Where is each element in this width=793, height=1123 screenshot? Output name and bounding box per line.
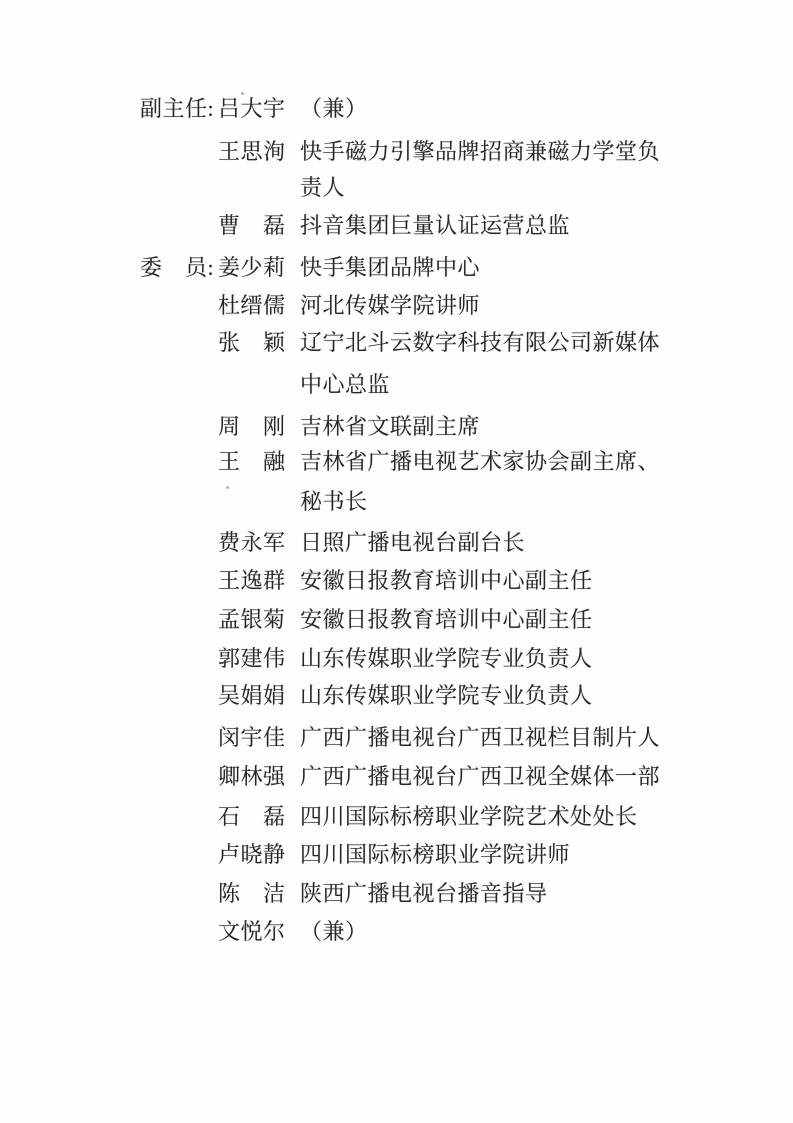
member-title: 山东传媒职业学院专业负责人 — [300, 646, 593, 671]
member-title: 山东传媒职业学院专业负责人 — [300, 683, 593, 708]
member-title: 快手磁力引擎品牌招商兼磁力学堂负 — [300, 139, 661, 164]
roster-entry-line — [0, 882, 793, 908]
member-name: 张 颖 — [218, 330, 286, 355]
member-title: （兼） — [300, 96, 368, 121]
member-title: 日照广播电视台副台长 — [300, 530, 526, 555]
member-name: 文悦尔 — [218, 919, 286, 944]
member-title: 河北传媒学院讲师 — [300, 293, 481, 318]
roster-entry-line — [0, 331, 793, 357]
member-name: 陈 洁 — [218, 881, 286, 906]
member-name: 吴娟娟 — [218, 683, 286, 708]
roster-entry-line — [0, 805, 793, 831]
member-title: 抖音集团巨量认证运营总监 — [300, 213, 571, 238]
member-title: 安徽日报教育培训中心副主任 — [300, 568, 593, 593]
roster-entry-line — [0, 569, 793, 595]
roster-entry-line — [0, 294, 793, 320]
member-title: 吉林省广播电视艺术家协会副主席、 — [300, 449, 661, 474]
roster-entry-wrap-line — [0, 373, 793, 399]
roster-entry-line — [0, 765, 793, 791]
roster-entry-line — [0, 726, 793, 752]
roster-entry-line — [0, 450, 793, 476]
member-title: 中心总监 — [300, 372, 391, 397]
member-title: 吉林省文联副主席 — [300, 414, 481, 439]
member-name: 姜少莉 — [218, 255, 286, 280]
member-title: 辽宁北斗云数字科技有限公司新媒体 — [300, 330, 661, 355]
member-name: 卢晓静 — [218, 842, 286, 867]
member-name: 吕大宇 — [218, 96, 286, 121]
member-title: 四川国际标榜职业学院讲师 — [300, 842, 571, 867]
roster-entry-line — [0, 140, 793, 166]
member-name: 周 刚 — [218, 414, 286, 439]
role-label: 委 员: — [140, 255, 215, 280]
member-title: 广西广播电视台广西卫视栏目制片人 — [300, 725, 661, 750]
roster-entry-line — [0, 684, 793, 710]
scan-speck — [241, 92, 244, 95]
member-name: 王逸群 — [218, 568, 286, 593]
member-name: 王思洵 — [218, 139, 286, 164]
member-title: 快手集团品牌中心 — [300, 255, 481, 280]
scan-speck — [226, 486, 229, 489]
role-label: 副主任: — [140, 96, 215, 121]
member-name: 卿林强 — [218, 764, 286, 789]
roster-entry-wrap-line — [0, 490, 793, 516]
member-title: 秘书长 — [300, 489, 368, 514]
roster-entry-line — [0, 214, 793, 240]
roster-entry-line — [0, 920, 793, 946]
member-name: 曹 磊 — [218, 213, 286, 238]
member-name: 石 磊 — [218, 804, 286, 829]
member-title: 安徽日报教育培训中心副主任 — [300, 607, 593, 632]
roster-entry-line — [0, 97, 793, 123]
roster-entry-wrap-line — [0, 176, 793, 202]
roster-entry-line — [0, 647, 793, 673]
member-name: 费永军 — [218, 530, 286, 555]
roster-entry-line — [0, 843, 793, 869]
member-name: 闵宇佳 — [218, 725, 286, 750]
roster-entry-line — [0, 531, 793, 557]
member-name: 杜缙儒 — [218, 293, 286, 318]
member-title: 广西广播电视台广西卫视全媒体一部 — [300, 764, 661, 789]
roster-entry-line — [0, 256, 793, 282]
member-name: 孟银菊 — [218, 607, 286, 632]
member-name: 郭建伟 — [218, 646, 286, 671]
member-name: 王 融 — [218, 449, 286, 474]
member-title: 四川国际标榜职业学院艺术处处长 — [300, 804, 638, 829]
member-title: 责人 — [300, 175, 346, 200]
member-title: （兼） — [300, 919, 368, 944]
member-title: 陕西广播电视台播音指导 — [300, 881, 548, 906]
roster-entry-line — [0, 608, 793, 634]
roster-entry-line — [0, 415, 793, 441]
